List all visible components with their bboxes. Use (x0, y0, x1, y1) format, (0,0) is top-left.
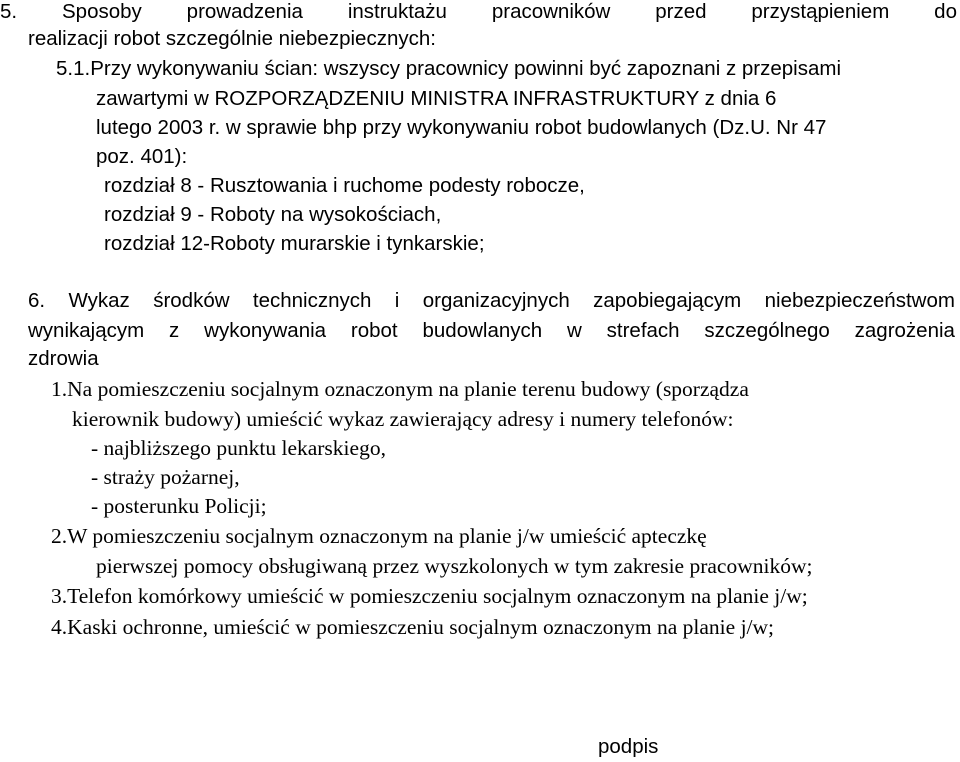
heading-word: organizacyjnych (422, 289, 570, 312)
heading-word: 5. (0, 0, 18, 23)
heading-word: i (394, 289, 400, 312)
heading-word: do (934, 0, 957, 23)
section-5-heading-line-2: realizacji robot szczególnie niebezpiecznych: (28, 27, 436, 50)
item-5-1-line-2: zawartymi w ROZPORZĄDZENIU MINISTRA INFRASTRUKTURY z dnia 6 (96, 87, 777, 110)
item-1-line-2: kierownik budowy) umieścić wykaz zawierający adresy i numery telefonów: (72, 407, 734, 431)
contact-list-item: - najbliższego punktu lekarskiego, (91, 436, 386, 460)
heading-word: w (567, 319, 582, 342)
item-5-1-line-3: lutego 2003 r. w sprawie bhp przy wykonywaniu robot budowlanych (Dz.U. Nr 47 (96, 116, 827, 139)
heading-word: z (169, 319, 180, 342)
heading-word: robot (350, 319, 398, 342)
heading-word: pracowników (491, 0, 611, 23)
section-6-heading-line-2 (28, 319, 955, 343)
item-4: 4.Kaski ochronne, umieścić w pomieszczeniu socjalnym oznaczonym na planie j/w; (51, 615, 775, 639)
heading-word: 6. (28, 289, 46, 312)
heading-word: strefach (606, 319, 680, 342)
heading-word: prowadzenia (186, 0, 303, 23)
heading-word: wynikającym (28, 319, 145, 342)
item-2-line-1: 2.W pomieszczeniu socjalnym oznaczonym na planie j/w umieścić apteczkę (51, 524, 707, 548)
section-5-heading-line-1 (0, 0, 957, 24)
chapter-list-item: rozdział 8 - Rusztowania i ruchome podesty robocze, (104, 174, 585, 197)
contact-list-item: - posterunku Policji; (91, 494, 267, 518)
heading-word: szczególnego (704, 319, 830, 342)
heading-word: Wykaz (68, 289, 130, 312)
contact-list-item: - straży pożarnej, (91, 465, 240, 489)
heading-word: Sposoby (62, 0, 142, 23)
heading-word: instruktażu (347, 0, 447, 23)
heading-word: budowlanych (422, 319, 543, 342)
item-5-1-line-4: poz. 401): (96, 145, 188, 168)
section-6-heading-line-1 (28, 289, 955, 313)
heading-word: zapobiegającym (593, 289, 742, 312)
heading-word: przed (655, 0, 707, 23)
chapter-list-item: rozdział 9 - Roboty na wysokościach, (104, 203, 442, 226)
section-6-heading-line-3: zdrowia (28, 347, 99, 370)
heading-word: zagrożenia (854, 319, 955, 342)
item-2-line-2: pierwszej pomocy obsługiwaną przez wyszkolonych w tym zakresie pracowników; (96, 554, 813, 578)
heading-word: środków (153, 289, 230, 312)
heading-word: technicznych (252, 289, 372, 312)
heading-word: niebezpieczeństwom (764, 289, 955, 312)
signature-label: podpis (598, 735, 659, 758)
chapter-list-item: rozdział 12-Roboty murarskie i tynkarskie; (104, 232, 485, 255)
heading-word: wykonywania (204, 319, 327, 342)
item-3: 3.Telefon komórkowy umieścić w pomieszczeniu socjalnym oznaczonym na planie j/w; (51, 584, 808, 608)
heading-word: przystąpieniem (751, 0, 890, 23)
item-5-1-line-1: 5.1.Przy wykonywaniu ścian: wszyscy pracownicy powinni być zapoznani z przepisami (56, 57, 842, 80)
item-1-line-1: 1.Na pomieszczeniu socjalnym oznaczonym na planie terenu budowy (sporządza (51, 377, 749, 401)
